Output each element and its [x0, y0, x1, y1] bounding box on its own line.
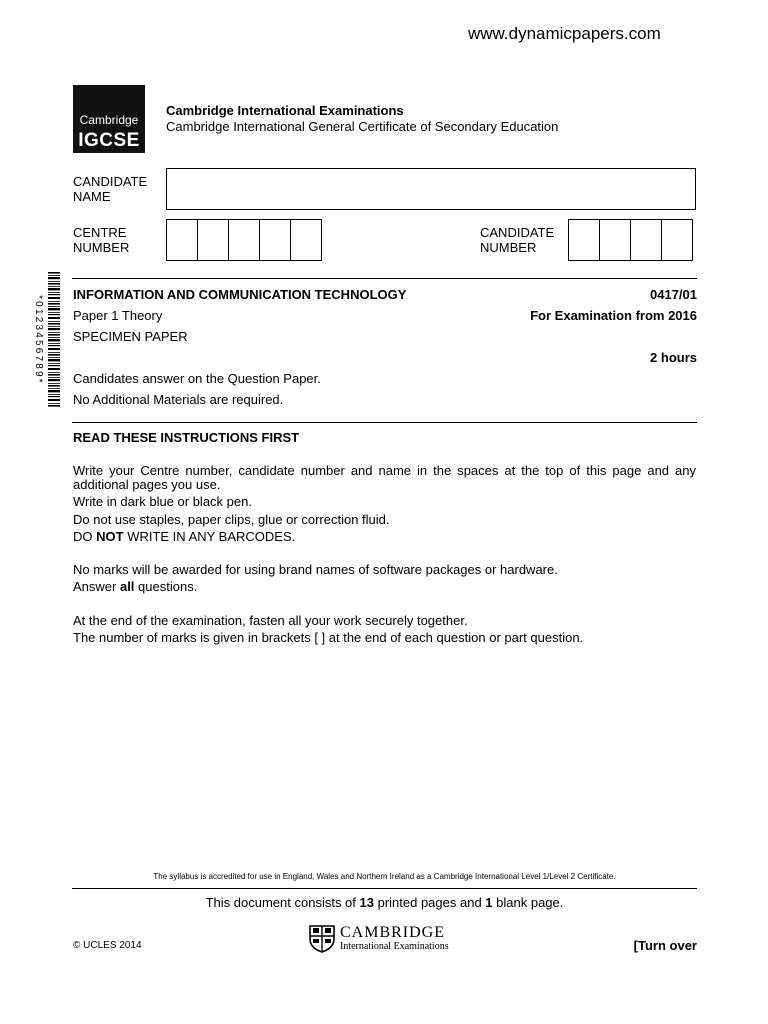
org-title: Cambridge International Examinations: [166, 103, 404, 118]
centre-number-label: [73, 225, 129, 255]
syllabus-note: The syllabus is accredited for use in England, Wales and Northern Ireland as a Cambridge International Level 1/Level 2 Certificate.: [153, 872, 616, 881]
instructions-heading: READ THESE INSTRUCTIONS FIRST: [73, 430, 300, 445]
candidate-number-label-line1: CANDIDATE: [480, 225, 555, 240]
instruction-7: At the end of the examination, fasten all your work securely together.: [73, 613, 468, 628]
page-count: [72, 895, 697, 910]
exam-subject: INFORMATION AND COMMUNICATION TECHNOLOGY: [73, 287, 407, 302]
exam-code: 0417/01: [650, 287, 697, 302]
centre-number-field[interactable]: [166, 219, 322, 261]
divider-top: [72, 278, 697, 279]
org-subtitle: Cambridge International General Certificate of Secondary Education: [166, 119, 559, 134]
page-count-mid: printed pages and: [373, 895, 486, 910]
instruction-4-pre: DO: [73, 529, 97, 544]
exam-paper: Paper 1 Theory: [73, 308, 163, 323]
centre-number-cell[interactable]: [197, 219, 229, 261]
centre-number-label-line1: CENTRE: [73, 225, 127, 240]
exam-duration: 2 hours: [650, 350, 697, 365]
page-count-post: blank page.: [492, 895, 564, 910]
centre-number-cell[interactable]: [259, 219, 291, 261]
instruction-6-post: questions.: [134, 579, 198, 594]
candidate-number-cell[interactable]: [568, 219, 600, 261]
cambridge-logo: [309, 925, 469, 953]
instruction-4-bold: NOT: [96, 529, 124, 544]
divider-middle: [72, 422, 697, 423]
divider-bottom: [72, 888, 697, 889]
candidate-name-label-line2: NAME: [73, 189, 111, 204]
cambridge-crest-icon: [309, 925, 335, 953]
logo-line2: IGCSE: [78, 130, 140, 151]
centre-number-cell[interactable]: [290, 219, 322, 261]
candidate-name-label-line1: CANDIDATE: [73, 174, 148, 189]
centre-number-cell[interactable]: [228, 219, 260, 261]
website-url: www.dynamicpapers.com: [468, 24, 661, 43]
turn-over: [Turn over: [633, 938, 697, 953]
candidate-number-cell[interactable]: [630, 219, 662, 261]
instruction-3: Do not use staples, paper clips, glue or correction fluid.: [73, 512, 390, 527]
candidate-number-cell[interactable]: [599, 219, 631, 261]
logo-line1: Cambridge: [79, 113, 139, 127]
exam-materials: No Additional Materials are required.: [73, 392, 284, 407]
instruction-4: [73, 529, 295, 544]
page-count-pre: This document consists of: [205, 895, 360, 910]
exam-answer-on: Candidates answer on the Question Paper.: [73, 371, 321, 386]
instruction-4-post: WRITE IN ANY BARCODES.: [123, 529, 296, 544]
instruction-2: Write in dark blue or black pen.: [73, 494, 252, 509]
candidate-name-field[interactable]: [166, 168, 696, 210]
candidate-name-label: [73, 174, 147, 204]
instruction-1: Write your Centre number, candidate number and name in the spaces at the top of this page and any additional pages you use.: [73, 463, 696, 492]
page-count-blank: 1: [485, 895, 493, 910]
candidate-number-field[interactable]: [568, 219, 693, 261]
cambridge-sub: International Examinations: [340, 941, 449, 952]
page-count-printed: 13: [359, 895, 374, 910]
instruction-8: The number of marks is given in brackets [ ] at the end of each question or part question.: [73, 630, 584, 645]
barcode-text: *0123456789*: [33, 295, 44, 385]
cambridge-igcse-logo: [73, 85, 145, 153]
instruction-6-bold: all: [119, 579, 135, 594]
instruction-6: [73, 579, 197, 594]
exam-from: For Examination from 2016: [530, 308, 697, 323]
candidate-number-label-line2: NUMBER: [480, 240, 537, 255]
centre-number-cell[interactable]: [166, 219, 198, 261]
candidate-number-cell[interactable]: [661, 219, 693, 261]
exam-specimen: SPECIMEN PAPER: [73, 329, 188, 344]
centre-number-label-line2: NUMBER: [73, 240, 130, 255]
barcode: [22, 272, 62, 408]
candidate-number-label: [480, 225, 554, 255]
instruction-5: No marks will be awarded for using brand names of software packages or hardware.: [73, 562, 558, 577]
instruction-6-pre: Answer: [73, 579, 120, 594]
cambridge-name: CAMBRIDGE: [340, 924, 446, 941]
copyright: © UCLES 2014: [73, 940, 142, 951]
